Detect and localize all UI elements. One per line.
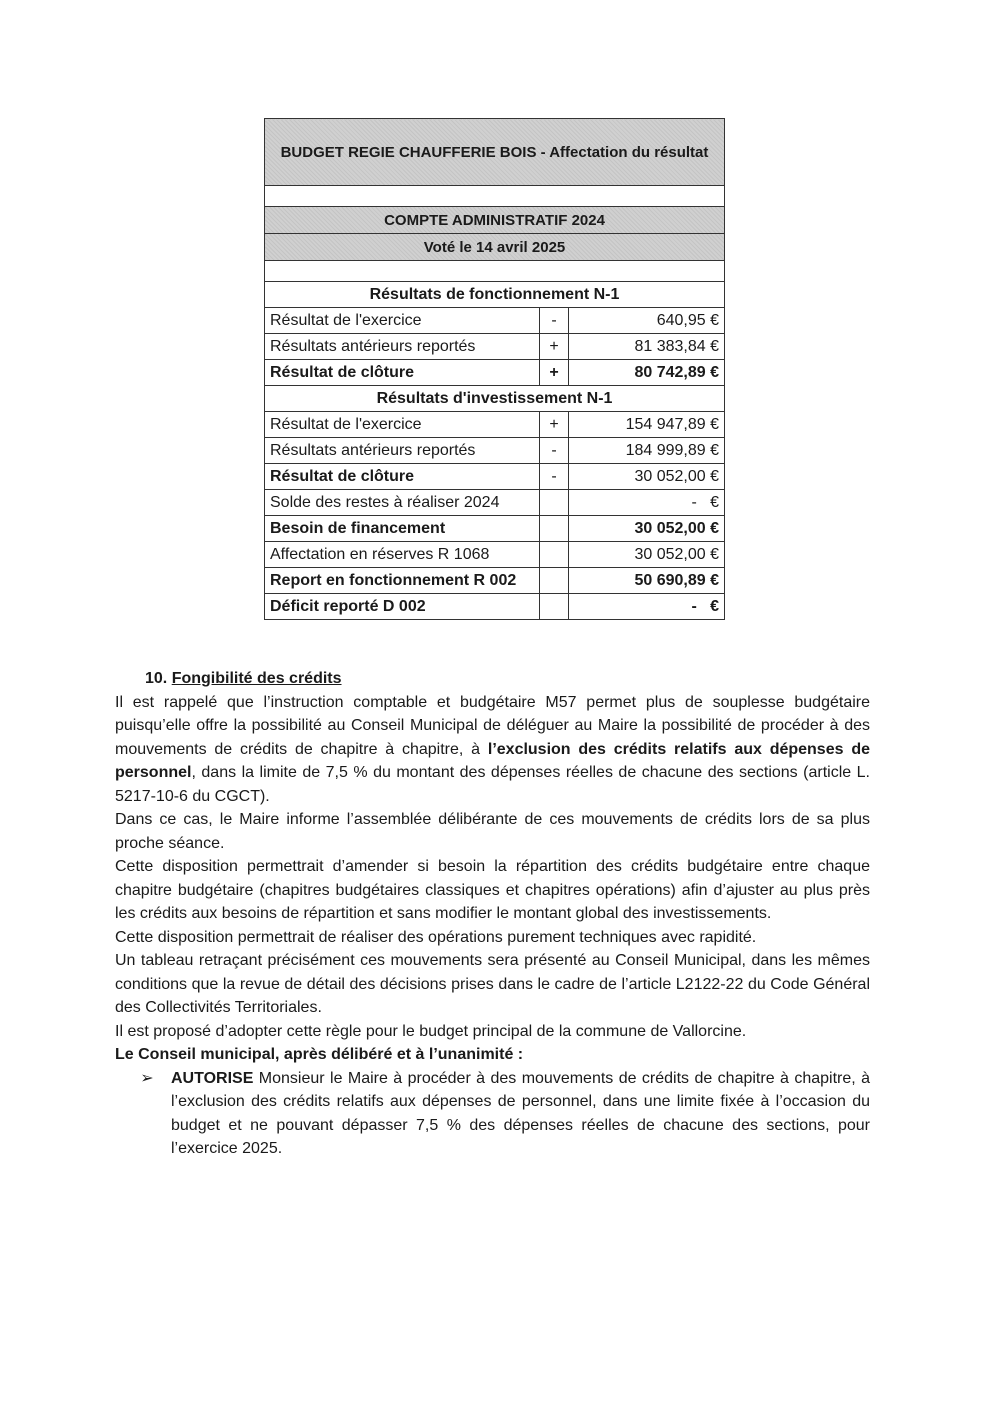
row-label: Résultat de l'exercice: [265, 308, 540, 334]
paragraph-text: Il est rappelé que l’instruction comptable et budgétaire M57 permet plus de souplesse budgétaire puisqu’elle offre la possibilité au Conseil Municipal de déléguer au Maire la possibilité de procéder à des mouvements de crédits de chapitre à chapitre, à: [115, 693, 870, 758]
budget-table: [264, 118, 725, 620]
table-row: [265, 438, 725, 464]
table-row: [265, 412, 725, 438]
row-amount: - €: [569, 490, 725, 516]
row-amount: 184 999,89 €: [569, 438, 725, 464]
row-label: Affectation en réserves R 1068: [265, 542, 540, 568]
row-amount: 81 383,84 €: [569, 334, 725, 360]
paragraph-text: , dans la limite de 7,5 % du montant des dépenses réelles de chacune des sections (article L. 5217-10-6 du CGCT).: [115, 764, 870, 805]
row-sign: -: [540, 464, 569, 490]
table-subtitle-year: COMPTE ADMINISTRATIF 2024: [265, 207, 725, 234]
row-sign: [540, 516, 569, 542]
bullet-text: [171, 1067, 870, 1161]
row-label: Besoin de financement: [265, 516, 540, 542]
table-row: [265, 308, 725, 334]
row-label: Résultats antérieurs reportés: [265, 438, 540, 464]
row-sign: [540, 490, 569, 516]
table-row: [265, 490, 725, 516]
row-amount: 30 052,00 €: [569, 464, 725, 490]
blank-row: [265, 186, 725, 207]
bullet-keyword: AUTORISE: [171, 1069, 254, 1087]
paragraph: Un tableau retraçant précisément ces mouvements sera présenté au Conseil Municipal, dans les mêmes conditions que la revue de détail des décisions prises dans le cadre de l’article L2122-22 du Code Général des Collectivités Territoriales.: [115, 952, 870, 1016]
paragraph: Il est proposé d’adopter cette règle pour le budget principal de la commune de Vallorcine.: [115, 1022, 747, 1040]
row-label: Déficit reporté D 002: [265, 594, 540, 620]
row-sign: +: [540, 334, 569, 360]
section-heading: [115, 667, 870, 691]
row-sign: [540, 568, 569, 594]
row-label: Résultat de clôture: [265, 360, 540, 386]
row-sign: +: [540, 360, 569, 386]
table-row: [265, 542, 725, 568]
row-sign: +: [540, 412, 569, 438]
table-title: BUDGET REGIE CHAUFFERIE BOIS - Affectation du résultat: [265, 119, 725, 186]
row-label: Report en fonctionnement R 002: [265, 568, 540, 594]
row-label: Résultat de clôture: [265, 464, 540, 490]
table-row: [265, 334, 725, 360]
row-amount: 640,95 €: [569, 308, 725, 334]
paragraph: Cette disposition permettrait d’amender si besoin la répartition des crédits budgétaire entre chaque chapitre budgétaire (chapitres budgétaires classiques et chapitres opérations) afin d’ajuster au plus près les crédits aux besoins de répartition et sans modifier le montant global des investissements.: [115, 858, 870, 922]
row-amount: 50 690,89 €: [569, 568, 725, 594]
row-label: Solde des restes à réaliser 2024: [265, 490, 540, 516]
table-row: [265, 568, 725, 594]
row-label: Résultats antérieurs reportés: [265, 334, 540, 360]
row-amount: 154 947,89 €: [569, 412, 725, 438]
section-number: 10.: [145, 670, 168, 687]
table-row: [265, 464, 725, 490]
row-amount: 30 052,00 €: [569, 516, 725, 542]
fonctionnement-header: Résultats de fonctionnement N-1: [265, 282, 725, 308]
row-amount: 80 742,89 €: [569, 360, 725, 386]
row-sign: -: [540, 308, 569, 334]
document-body: [115, 667, 870, 1161]
paragraph: [115, 691, 870, 809]
investissement-header: Résultats d'investissement N-1: [265, 386, 725, 412]
row-sign: [540, 594, 569, 620]
bullet-body: Monsieur le Maire à procéder à des mouvements de crédits de chapitre à chapitre, à l’exclusion des crédits relatifs aux dépenses de personnel, dans une limite fixée à l’occasion du budget et ne pouvant dépasser 7,5 % des dépenses réelles de chacune des sections, pour l’exercice 2025.: [171, 1069, 870, 1157]
arrow-bullet-icon: ➢: [140, 1069, 154, 1087]
list-item: [115, 1067, 870, 1161]
section-title: Fongibilité des crédits: [171, 670, 342, 687]
table-row: [265, 516, 725, 542]
paragraph: Cette disposition permettrait de réaliser des opérations purement techniques avec rapidité.: [115, 928, 757, 946]
table-row: [265, 360, 725, 386]
row-sign: [540, 542, 569, 568]
blank-row: [265, 261, 725, 282]
table-row: [265, 594, 725, 620]
table-subtitle-vote-date: Voté le 14 avril 2025: [265, 234, 725, 261]
row-label: Résultat de l'exercice: [265, 412, 540, 438]
decision-statement: Le Conseil municipal, après délibéré et à l’unanimité :: [115, 1046, 524, 1063]
row-sign: -: [540, 438, 569, 464]
paragraph-bold-text: l’exclusion des crédits relatifs aux dépenses de personnel: [115, 740, 870, 781]
paragraph: Dans ce cas, le Maire informe l’assemblée délibérante de ces mouvements de crédits lors de sa plus proche séance.: [115, 811, 870, 852]
row-amount: 30 052,00 €: [569, 542, 725, 568]
row-amount: - €: [569, 594, 725, 620]
